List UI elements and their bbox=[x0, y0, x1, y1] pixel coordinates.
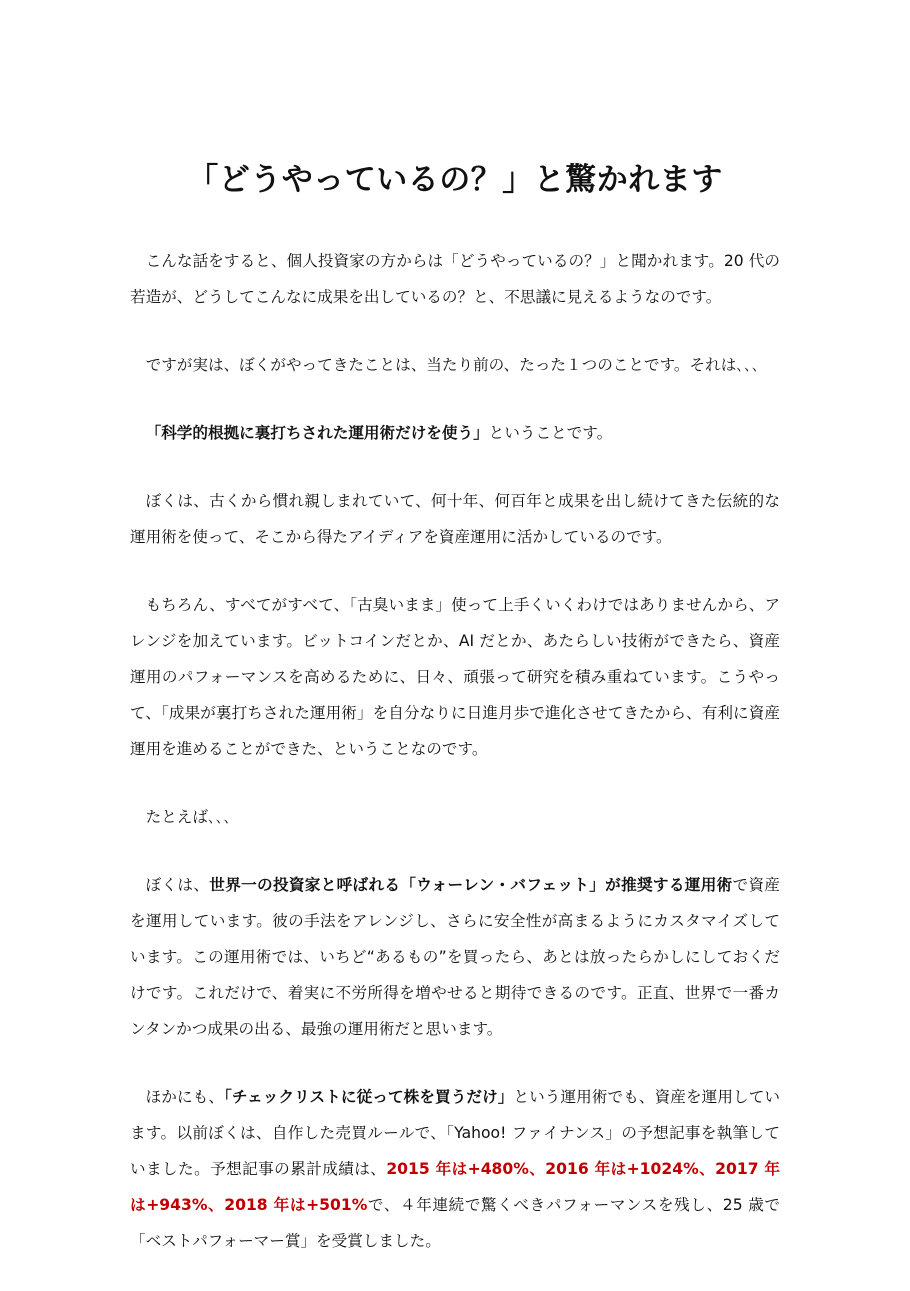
paragraph-intro: こんな話をすると、個人投資家の方からは「どうやっているの？」と聞かれます。20 代の若造が、どうしてこんなに成果を出しているの？と、不思議に見えるようなのです。 bbox=[130, 252, 780, 306]
paragraph-scientific-basis bbox=[130, 415, 780, 451]
performance-highlight: 2015 年は+480%、2016 年は+1024%、2017 年は+943%、2018 年は+501% bbox=[130, 1160, 780, 1214]
body-text bbox=[130, 243, 780, 1291]
paragraph-text: で資産を運用しています。彼の手法をアレンジし、さらに安全性が高まるようにカスタマイズしています。この運用術では、いちど“あるもの”を買ったら、あとは放ったらかしにしておくだけです。これだけで、着実に不労所得を増やせると期待できるのです。正直、世界で一番カンタンかつ成果の出る、最強の運用術だと思います。 bbox=[130, 876, 780, 1038]
section-title: 「どうやっているの？」と驚かれます bbox=[187, 162, 723, 198]
paragraph-checklist bbox=[130, 1079, 780, 1259]
bold-phrase-scientific: 「科学的根拠に裏打ちされた運用術だけを使う」 bbox=[145, 424, 489, 442]
paragraph-text: ということです。 bbox=[488, 424, 613, 442]
paragraph-text: という運用術でも、資産を運用しています。以前ぼくは、自作した売買ルールで、「Yahoo! ファイナンス」の予想記事を執筆していました。予想記事の累計成績は、 bbox=[130, 1088, 780, 1178]
paragraph-text: ほかにも、 bbox=[145, 1088, 225, 1106]
bold-phrase-checklist: 「チェックリストに従って株を買うだけ」 bbox=[224, 1088, 514, 1106]
paragraph-buffett bbox=[130, 867, 780, 1047]
paragraph-text: で、４年連続で驚くべきパフォーマンスを残し、25 歳で「ベストパフォーマー賞」を受賞しました。 bbox=[130, 1196, 780, 1250]
paragraph-arrange: もちろん、すべてがすべて、「古臭いまま」使って上手くいくわけではありませんから、アレンジを加えています。ビットコインだとか、AI だとか、あたらしい技術ができたら、資産運用のパフォーマンスを高めるために、日々、頑張って研究を積み重ねています。こうやって、「成果が裏打ちされた運用術」を自分なりに日進月歩で進化させてきたから、有利に資産運用を進めることができた、ということなのです。 bbox=[130, 596, 780, 758]
bold-phrase-buffett: 世界一の投資家と呼ばれる「ウォーレン・バフェット」が推奨する運用術 bbox=[209, 876, 733, 894]
paragraph-one-thing: ですが実は、ぼくがやってきたことは、当たり前の、たった１つのことです。それは､､､ bbox=[145, 356, 760, 374]
paragraph-for-example: たとえば､､､ bbox=[145, 808, 232, 826]
paragraph-text: ぼくは、 bbox=[145, 876, 210, 894]
paragraph-traditional: ぼくは、古くから慣れ親しまれていて、何十年、何百年と成果を出し続けてきた伝統的な運用術を使って、そこから得たアイディアを資産運用に活かしているのです。 bbox=[130, 492, 780, 546]
